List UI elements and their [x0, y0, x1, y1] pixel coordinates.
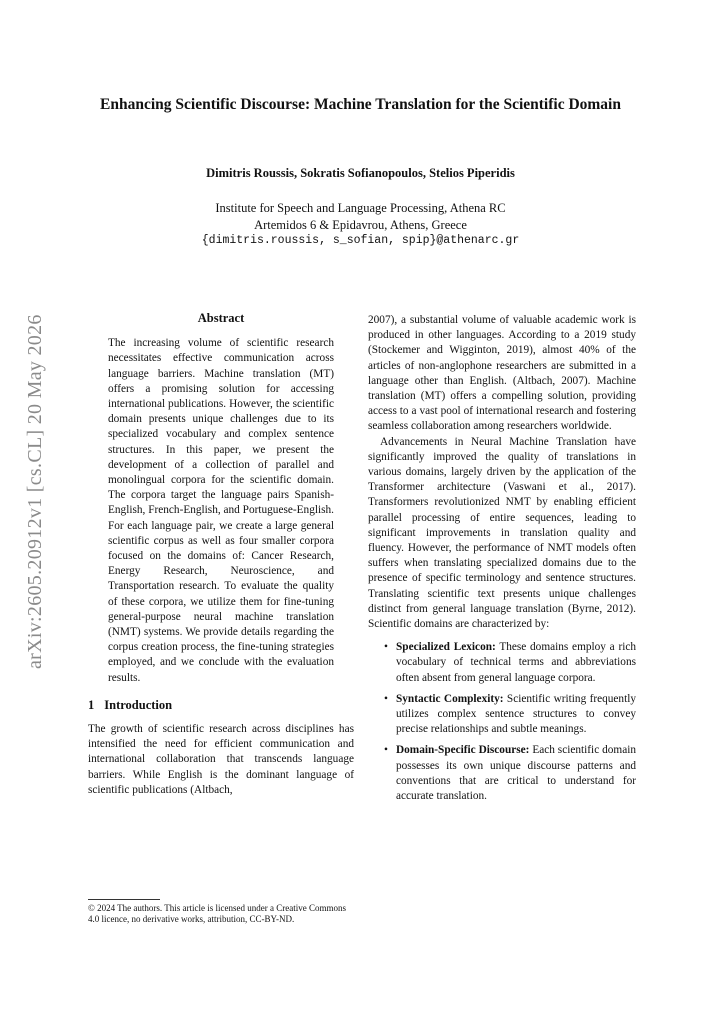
list-item-text: These domains employ a rich vocabulary of technical terms and abbreviations often absent from general language corpora. — [396, 641, 637, 684]
right-column — [368, 313, 636, 810]
intro-paragraph-1-start: The growth of scientific research across disciplines has intensified the need for efficient communication and international collaboration that transcends language barriers. While English is the dominant language of scientific publications (Altbach, — [88, 723, 354, 796]
list-item-term: Domain-Specific Discourse: — [396, 744, 530, 757]
intro-paragraph-2: Advancements in Neural Machine Translation have significantly improved the quality of translations in various domains, largely driven by the application of the Transformer architecture (Vaswani et al., 2017). Transformers revolutionized NMT by enabling efficient parallel processing of entire sequences, leading to significant improvements in translation quality and fluency. However, the performance of NMT models often suffers when translating specialized domains due to the presence of specific terminology and sentence structures. Translating scientific text presents unique challenges distinct from general language translation (Byrne, 2012). Scientific domains are characterized by: — [368, 435, 636, 631]
arxiv-identifier: arXiv:2605.20912v1 [cs.CL] 20 May 2026 — [24, 314, 46, 669]
bullet-icon: • — [384, 692, 388, 705]
affiliation-institute: Institute for Speech and Language Processing, Athena RC — [215, 201, 506, 215]
list-item-term: Specialized Lexicon: — [396, 641, 496, 654]
list-item-term: Syntactic Complexity: — [396, 692, 504, 705]
list-item-text: Scientific writing frequently utilizes complex sentence structures to convey precise relationships and subtle meanings. — [396, 692, 637, 736]
list-item — [368, 743, 636, 804]
abstract-heading: Abstract — [197, 311, 245, 325]
author-list: Dimitris Roussis, Sokratis Sofianopoulos, Stelios Piperidis — [206, 166, 515, 180]
abstract-text: The increasing volume of scientific research necessitates effective communication across language barriers. Machine translation (MT) offers a promising solution for accessing international publications. However, the scientific domain presents unique challenges due to its specialized vocabulary and complex sentence structures. In this paper, we present the development of a collection of parallel and monolingual corpora for the scientific domain. The corpora target the language pairs Spanish-English, French-English, and Portuguese-English. For each language pair, we create a large general scientific corpus as well as four smaller corpora focused on the domains of: Cancer Research, Energy Research, Neuroscience, and Transportation research. To evaluate the quality of these corpora, we utilize them for fine-tuning general-purpose neural machine translation (NMT) systems. We provide details regarding the corpus creation process, the fine-tuning strategies employed, and we conclude with the evaluation results. — [108, 337, 334, 684]
affiliation-address: Artemidos 6 & Epidavrou, Athens, Greece — [254, 217, 467, 232]
bullet-icon: • — [384, 744, 388, 757]
section-heading-introduction — [88, 698, 354, 713]
intro-paragraph-1-continued: 2007), a substantial volume of valuable academic work is produced in other languages. According to a 2019 study (Stockemer and Wigginton, 2019), almost 40% of the articles of non-anglophone researchers are submitted in a language other than English. (Altbach, 2007). Machine translation (MT) offers a compelling solution, providing access to a vast pool of international research and fostering seamless collaboration among researchers worldwide. — [368, 314, 636, 433]
copyright-footnote — [88, 899, 354, 925]
list-item — [368, 640, 636, 686]
footnote-rule — [88, 899, 160, 900]
section-title: Introduction — [104, 697, 173, 712]
domain-characteristics-list — [368, 640, 636, 804]
author-emails: {dimitris.roussis, s_sofian, spip}@athenarc.gr — [201, 234, 520, 247]
section-number: 1 — [88, 697, 95, 712]
list-item-text: Each scientific domain possesses its own unique discourse patterns and conventions that are critical to understand for accurate translation. — [396, 744, 636, 803]
bullet-icon: • — [384, 641, 388, 654]
left-column — [88, 308, 354, 798]
footnote-text: © 2024 The authors. This article is licensed under a Creative Commons 4.0 licence, no derivative works, attribution, CC-BY-ND. — [88, 903, 346, 924]
list-item — [368, 692, 636, 738]
affiliation-block — [90, 200, 631, 250]
paper-title: Enhancing Scientific Discourse: Machine Translation for the Scientific Domain — [100, 96, 621, 113]
